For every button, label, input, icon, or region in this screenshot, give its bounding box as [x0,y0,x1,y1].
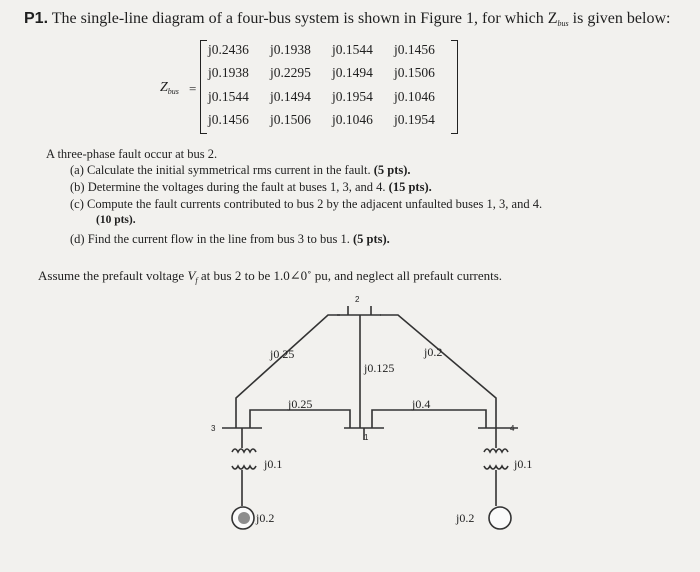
assumption-text: Assume the prefault voltage $V_f$ at bus 2 to be 1.0∠0˚ pu, and neglect all prefault currents. [38,268,503,285]
matrix-row: j0.2436 j0.1938 j0.1544 j0.1456 [208,42,435,57]
part-a: (a) Calculate the initial symmetrical rms current in the fault. (5 pts). [70,163,411,177]
problem-number: P1. [24,10,49,27]
matrix-row: j0.1456 j0.1506 j0.1046 j0.1954 [208,112,435,127]
label-generator-right: j0.2 [456,511,475,525]
bus-label-1: 1 [364,433,369,442]
label-line-1-4: j0.4 [412,397,431,411]
bus-label-2: 2 [355,295,360,304]
transformer-left-secondary [232,466,256,469]
part-b: (b) Determine the voltages during the fault at buses 1, 3, and 4. (15 pts). [70,180,432,194]
matrix-row: j0.1938 j0.2295 j0.1494 j0.1506 [208,65,435,80]
part-c: (c) Compute the fault currents contributed to bus 2 by the adjacent unfaulted buses 1, 3, and 4. [70,197,543,211]
generator-right [489,507,511,529]
transformer-right-secondary [484,466,508,469]
label-line-2-4: j0.2 [424,345,443,359]
intro-text: The single-line diagram of a four-bus system is shown in Figure 1, for which Z [51,10,558,27]
fault-statement: A three-phase fault occur at bus 2. [46,147,218,161]
transformer-left-primary [232,449,256,452]
intro-text-end: is given below: [568,10,671,27]
matrix-row: j0.1544 j0.1494 j0.1954 j0.1046 [208,89,435,104]
zbus-label: $Z_{bus}$ [160,80,179,96]
bus-label-4: 4 [510,424,515,433]
zbus-equals: = [189,81,197,96]
label-transformer-right: j0.1 [514,457,533,471]
intro-subscript: bus [557,19,569,28]
transformer-right-primary [484,449,508,452]
part-c-points: (10 pts). [96,214,136,226]
line-3-2 [236,315,340,428]
label-transformer-left: j0.1 [264,457,283,471]
label-line-2-1: j0.125 [364,361,395,375]
line-1-4 [372,410,486,428]
label-line-3-1: j0.25 [288,397,313,411]
label-line-3-2: j0.25 [270,347,295,361]
generator-left-inner [238,512,250,524]
bus-label-3: 3 [211,424,216,433]
line-3-1 [250,410,350,428]
part-d: (d) Find the current flow in the line from bus 3 to bus 1. (5 pts). [70,232,390,246]
label-generator-left: j0.2 [256,511,275,525]
line-2-4 [380,315,496,428]
